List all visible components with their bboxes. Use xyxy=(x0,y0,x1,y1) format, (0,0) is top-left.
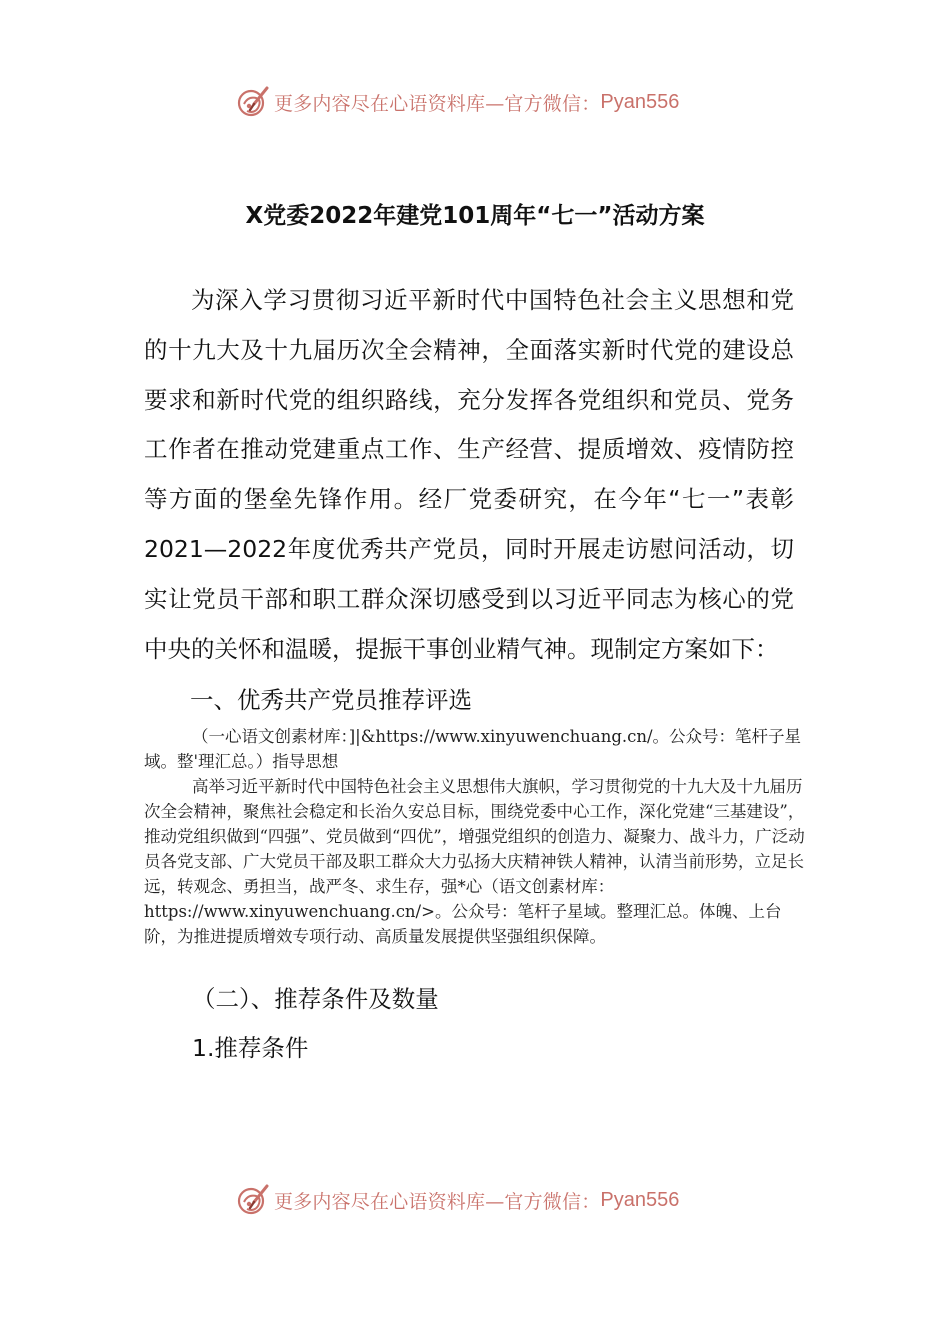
banner-wechat-id: Pyan556 xyxy=(600,90,680,113)
document-title: X党委2022年建党101周年“七一”活动方案 xyxy=(245,203,705,229)
guiding-body: 高举习近平新时代中国特色社会主义思想伟大旗帜，学习贯彻党的十九大及十九届历次全会精神，聚焦社会稳定和长治久安总目标，围绕党委中心工作，深化党建“三基建设”，推动党组织做到“四强”、党员做到“四优”，增强党组织的创造力、凝聚力、战斗力，广泛动员各党支部、广大党员干部及职工群众大力弘扬大庆精神铁人精神，认清当前形势，立足长远，转观念、勇担当，战严冬、求生存，强*心（语文创素材库：https://www.xinyuwenchuang.cn/>。公众号：笔杆子星域。整理汇总。体魄、上台阶，为推进提质增效专项行动、高质量发展提供坚强组织保障。 xyxy=(144,777,805,946)
banner-text: 更多内容尽在心语资料库—官方微信： xyxy=(274,92,601,115)
section2-heading: （二）、推荐条件及数量 xyxy=(192,985,439,1013)
brush-logo-icon xyxy=(234,84,270,120)
guiding-body-block xyxy=(144,774,808,949)
intro-paragraph: 为深入学习贯彻习近平新时代中国特色社会主义思想和党的十九大及十九届历次全会精神，全面落实新时代党的建设总要求和新时代党的组织路线，充分发挥各党组织和党员、党务工作者在推动党建重点工作、生产经营、提质增效、疫情防控等方面的堡垒先锋作用。经厂党委研究，在今年“七一”表彰2021—2022年度优秀共产党员，同时开展走访慰问活动，切实让党员干部和职工群众深切感受到以习近平同志为核心的党中央的关怀和温暖，提振干事创业精气神。现制定方案如下： xyxy=(144,286,794,663)
section3-heading: 1.推荐条件 xyxy=(192,1034,309,1062)
guiding-line-block xyxy=(144,724,808,774)
footer-banner xyxy=(234,1180,754,1220)
banner-wechat-id: Pyan556 xyxy=(600,1188,680,1211)
header-banner xyxy=(234,82,754,122)
section1-heading: 一、优秀共产党员推荐评选 xyxy=(190,686,472,714)
banner-text: 更多内容尽在心语资料库—官方微信： xyxy=(274,1190,601,1213)
guiding-line: （一心语文创素材库：]|&https://www.xinyuwenchuang.cn/。公众号：笔杆子星域。整'理汇总。）指导思想 xyxy=(144,727,802,771)
brush-logo-icon xyxy=(234,1182,270,1218)
